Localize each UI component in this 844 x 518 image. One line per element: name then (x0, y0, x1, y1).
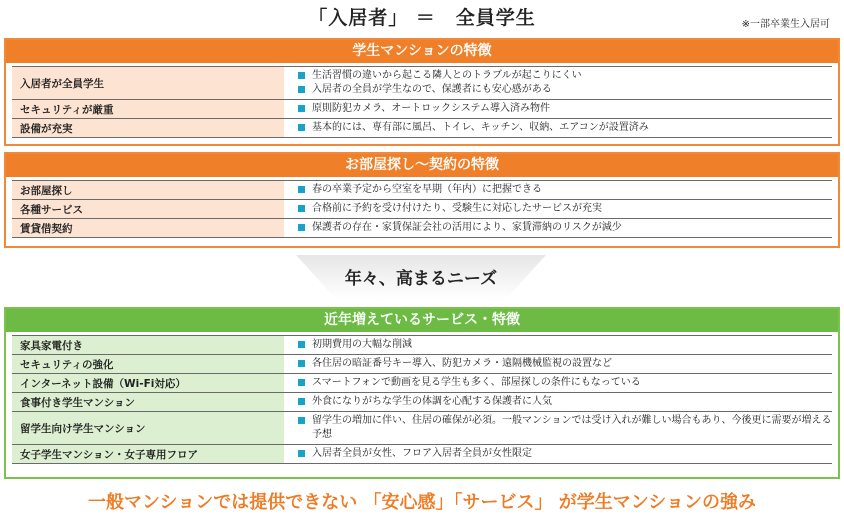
list-item (298, 338, 832, 352)
section-header: 学生マンションの特徴 (6, 40, 838, 63)
square-bullet-icon (298, 341, 305, 348)
row-label: インターネット設備（Wi-Fi対応） (12, 374, 284, 392)
trend-arrow (296, 255, 546, 299)
row-label: セキュリティの強化 (12, 355, 284, 373)
section-rows (6, 63, 838, 142)
item-text: 外食になりがちな学生の体調を心配する保護者に人気 (312, 396, 552, 407)
list-item (298, 121, 832, 135)
list-item (298, 447, 832, 461)
row-label: 入居者が全員学生 (12, 67, 284, 99)
item-text: 保護者の存在・家賃保証会社の活用により、家賃滞納のリスクが減少 (312, 222, 622, 233)
row-items (284, 393, 832, 411)
section-rows (6, 177, 838, 242)
row-label: 家具家電付き (12, 336, 284, 354)
row-label: 賃貸借契約 (12, 219, 284, 237)
table-row (12, 412, 832, 445)
list-item (298, 221, 832, 235)
square-bullet-icon (298, 379, 305, 386)
footer-conclusion: 一般マンションでは提供できない 「安心感」「サービス」 が学生マンションの強み (88, 492, 756, 513)
item-text: 入居者の全員が学生なので、保護者にも安心感がある (312, 84, 552, 95)
row-label: 留学生向け学生マンション (12, 412, 284, 444)
square-bullet-icon (298, 124, 305, 131)
trend-label: 年々、高まるニーズ (344, 269, 498, 289)
table-row (12, 180, 832, 200)
section-header: 近年増えているサービス・特徴 (6, 309, 838, 332)
item-text: 各住居の暗証番号キー導入、防犯カメラ・遠隔機械監視の設置など (312, 358, 612, 369)
row-items (284, 445, 832, 463)
list-item (298, 202, 832, 216)
section-recent-services (4, 307, 840, 479)
table-row (12, 335, 832, 355)
row-label: 食事付き学生マンション (12, 393, 284, 411)
table-row (12, 200, 832, 219)
table-row (12, 445, 832, 464)
row-items (284, 219, 832, 237)
square-bullet-icon (298, 360, 305, 367)
item-text: 入居者全員が女性、フロア入居者全員が女性限定 (312, 448, 532, 459)
section-rows (6, 332, 838, 468)
table-row (12, 393, 832, 412)
list-item (298, 414, 832, 442)
square-bullet-icon (298, 105, 305, 112)
square-bullet-icon (298, 224, 305, 231)
row-items (284, 374, 832, 392)
row-label: セキュリティが厳重 (12, 100, 284, 118)
list-item (298, 69, 832, 83)
item-text: 基本的には、専有部に風呂、トイレ、キッチン、収納、エアコンが設置済み (312, 122, 649, 133)
row-items (284, 355, 832, 373)
list-item (298, 376, 832, 390)
row-items (284, 200, 832, 218)
table-row (12, 374, 832, 393)
section-student-mansion-features (4, 38, 840, 146)
list-item (298, 395, 832, 409)
item-text: 初期費用の大幅な削減 (312, 339, 412, 350)
square-bullet-icon (298, 450, 305, 457)
section-room-search-contract (4, 152, 840, 248)
row-items (284, 336, 832, 354)
row-items (284, 100, 832, 118)
row-label: 各種サービス (12, 200, 284, 218)
table-row (12, 100, 832, 119)
table-row (12, 66, 832, 100)
item-text: 合格前に予約を受け付けたり、受験生に対応したサービスが充実 (312, 203, 602, 214)
list-item (298, 183, 832, 197)
row-items (284, 412, 832, 444)
list-item (298, 102, 832, 116)
square-bullet-icon (298, 417, 305, 424)
table-row (12, 219, 832, 238)
section-header: お部屋探し～契約の特徴 (6, 154, 838, 177)
square-bullet-icon (298, 72, 305, 79)
table-row (12, 355, 832, 374)
row-label: 女子学生マンション・女子専用フロア (12, 445, 284, 463)
item-text: 原則防犯カメラ、オートロックシステム導入済み物件 (312, 103, 550, 114)
list-item (298, 357, 832, 371)
square-bullet-icon (298, 86, 305, 93)
square-bullet-icon (298, 186, 305, 193)
item-text: 春の卒業予定から空室を早期（年内）に把握できる (312, 184, 542, 195)
item-text: スマートフォンで動画を見る学生も多く、部屋探しの条件にもなっている (312, 377, 641, 388)
list-item (298, 83, 832, 97)
item-text: 生活習慣の違いから起こる隣人とのトラブルが起こりにくい (312, 70, 582, 81)
row-label: お部屋探し (12, 181, 284, 199)
page-title: 「入居者」 ＝ 全員学生 (308, 7, 536, 29)
row-items (284, 119, 832, 137)
row-items (284, 67, 832, 99)
table-row (12, 119, 832, 138)
item-text: 留学生の増加に伴い、住居の確保が必須。一般マンションでは受け入れが難しい場合もあり、今後更に需要が増える予想 (312, 415, 832, 440)
row-label: 設備が充実 (12, 119, 284, 137)
row-items (284, 181, 832, 199)
square-bullet-icon (298, 205, 305, 212)
square-bullet-icon (298, 398, 305, 405)
footnote-note: ※一部卒業生入居可 (741, 19, 830, 30)
